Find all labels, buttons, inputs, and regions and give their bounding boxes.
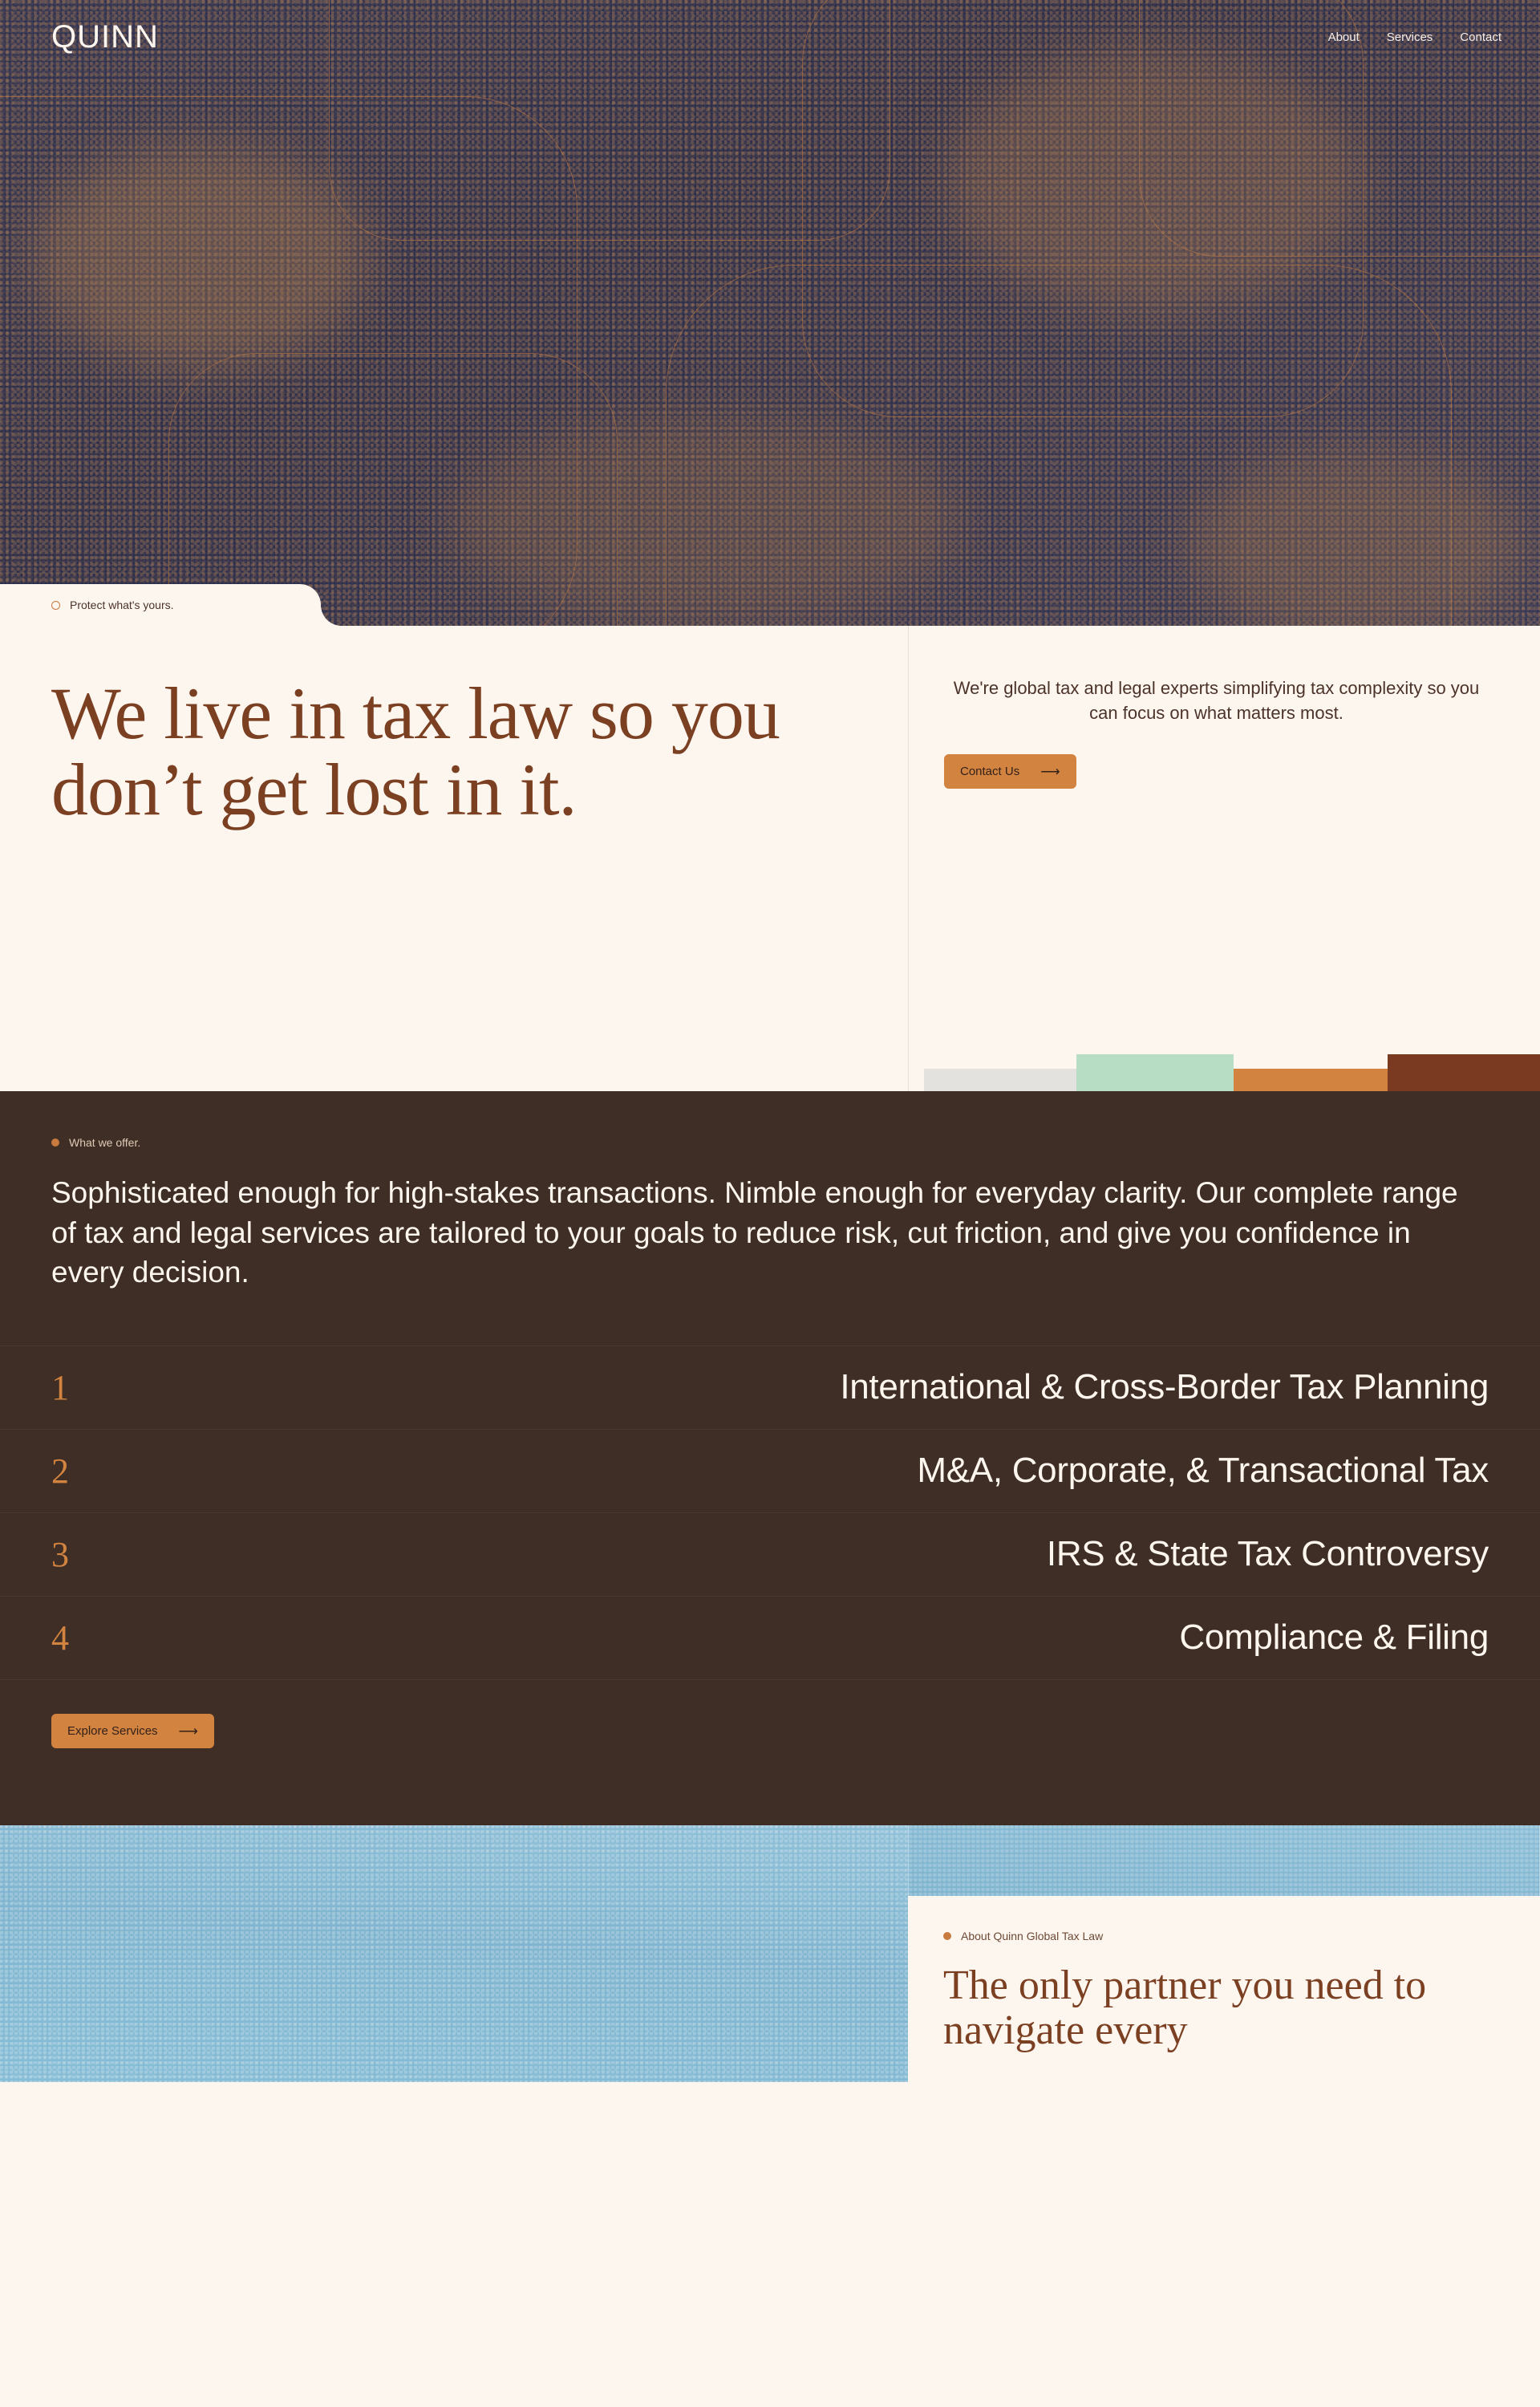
filled-dot-icon xyxy=(51,1139,59,1147)
intro-section xyxy=(0,626,1540,1091)
explore-services-button[interactable] xyxy=(51,1714,214,1748)
about-card xyxy=(908,1896,1540,2082)
services-eyebrow xyxy=(51,1136,1489,1149)
arrow-right-icon: ⟶ xyxy=(1040,764,1060,780)
service-row-4[interactable] xyxy=(0,1597,1540,1680)
about-image-strip xyxy=(908,1825,1540,1896)
intro-copy: We're global tax and legal experts simplifying tax complexity so you can focus on what matters most. xyxy=(953,678,1480,724)
terrain-blotch xyxy=(32,144,369,369)
about-image xyxy=(0,1825,908,2082)
about-eyebrow-label: About Quinn Global Tax Law xyxy=(961,1929,1104,1942)
service-name: Compliance & Filing xyxy=(1179,1618,1489,1658)
swatch-rust xyxy=(1388,1054,1540,1091)
swatch-orange xyxy=(1234,1069,1388,1091)
service-number: 4 xyxy=(51,1618,69,1658)
service-name: IRS & State Tax Controversy xyxy=(1046,1534,1489,1574)
service-row-3[interactable] xyxy=(0,1513,1540,1597)
about-eyebrow xyxy=(943,1930,1489,1942)
contact-us-button[interactable] xyxy=(944,754,1076,789)
services-list xyxy=(0,1346,1540,1680)
brand-logo[interactable]: QUINN xyxy=(51,19,159,55)
nav-item-about[interactable]: About xyxy=(1327,30,1360,44)
arrow-right-icon: ⟶ xyxy=(178,1723,198,1739)
hero-section xyxy=(0,0,1540,626)
intro-left xyxy=(0,626,908,1091)
nav-item-contact[interactable]: Contact xyxy=(1460,30,1502,44)
hero-eyebrow-label: Protect what's yours. xyxy=(70,599,174,611)
service-row-1[interactable] xyxy=(0,1346,1540,1430)
services-paragraph: Sophisticated enough for high-stakes transactions. Nimble enough for everyday clarity. Our complete range of tax and legal services are tailored to your goals to reduce risk, cut friction, and give you confidence in every decision. xyxy=(51,1176,1458,1289)
contact-us-label: Contact Us xyxy=(960,765,1020,779)
about-section xyxy=(0,1825,1540,2082)
terrain-blotch xyxy=(449,417,962,626)
service-row-2[interactable] xyxy=(0,1430,1540,1513)
service-number: 2 xyxy=(51,1451,69,1491)
about-title: The only partner you need to navigate every xyxy=(943,1962,1427,2053)
nav-item-services[interactable]: Services xyxy=(1386,30,1433,44)
service-number: 1 xyxy=(51,1367,69,1407)
hero-eyebrow-tab xyxy=(0,584,321,626)
services-eyebrow-label: What we offer. xyxy=(69,1136,141,1149)
terrain-blotch xyxy=(1187,449,1524,626)
services-cta-wrap xyxy=(0,1714,1540,1748)
service-number: 3 xyxy=(51,1534,69,1574)
ring-dot-icon xyxy=(51,601,60,610)
services-header xyxy=(0,1136,1540,1293)
service-name: International & Cross-Border Tax Planning xyxy=(840,1367,1489,1407)
service-name: M&A, Corporate, & Transactional Tax xyxy=(917,1451,1489,1491)
terrain-blotch xyxy=(946,48,1364,313)
explore-services-label: Explore Services xyxy=(67,1723,158,1738)
filled-dot-icon xyxy=(943,1932,951,1940)
page-title: We live in tax law so you don’t get lost in it. xyxy=(51,672,780,830)
intro-right xyxy=(908,626,1540,1091)
services-section xyxy=(0,1091,1540,1825)
about-right xyxy=(908,1825,1540,2082)
swatch-mint xyxy=(1076,1054,1234,1091)
swatch-grey xyxy=(924,1069,1076,1091)
nav-links xyxy=(1328,30,1502,44)
color-swatches xyxy=(924,1054,1540,1091)
top-navigation xyxy=(0,0,1540,55)
